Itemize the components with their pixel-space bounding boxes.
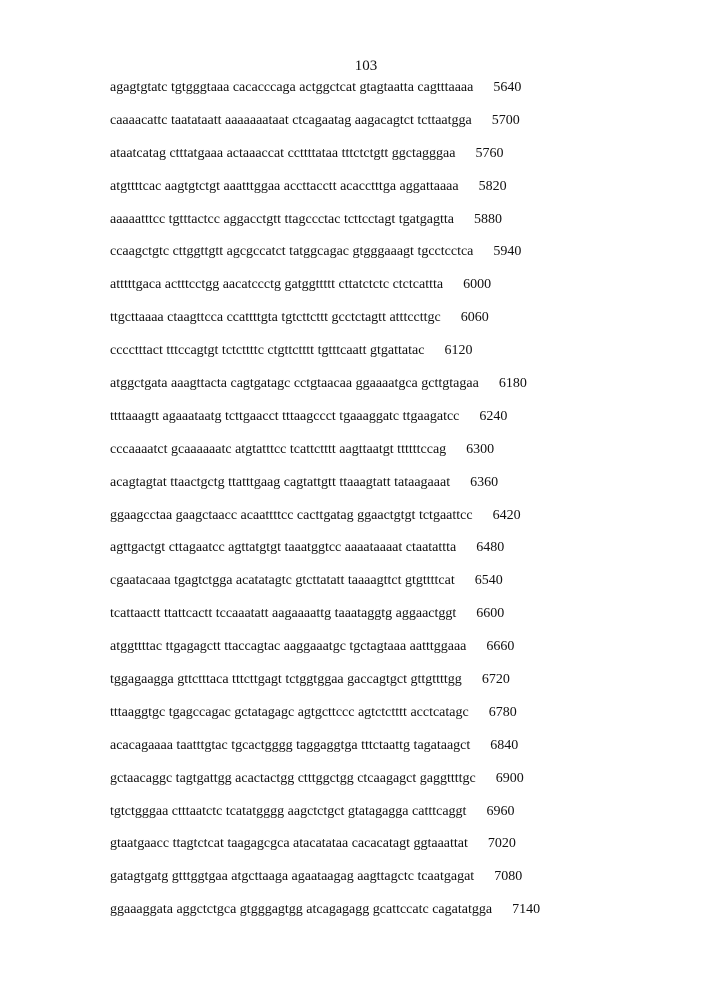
sequence-listing bbox=[110, 78, 540, 933]
sequence-line bbox=[110, 637, 540, 670]
sequence-text: tttaaggtgc tgagccagac gctatagagc agtgcttccc agtctctttt acctcatagc bbox=[110, 705, 469, 720]
sequence-text: ataatcatag ctttatgaaa actaaaccat ccttttataa tttctctgtt ggctagggaa bbox=[110, 146, 456, 161]
sequence-text: cccctttact tttccagtgt tctcttttc ctgttctttt tgtttcaatt gtgattatac bbox=[110, 343, 424, 358]
sequence-line bbox=[110, 703, 540, 736]
sequence-position: 7020 bbox=[488, 836, 516, 851]
sequence-position: 6720 bbox=[482, 672, 510, 687]
sequence-line bbox=[110, 538, 540, 571]
sequence-line bbox=[110, 604, 540, 637]
sequence-position: 6360 bbox=[470, 475, 498, 490]
sequence-text: cgaatacaaa tgagtctgga acatatagtc gtcttatatt taaaagttct gtgttttcat bbox=[110, 573, 455, 588]
sequence-text: agagtgtatc tgtgggtaaa cacacccaga actggctcat gtagtaatta cagtttaaaa bbox=[110, 80, 473, 95]
sequence-line bbox=[110, 834, 540, 867]
sequence-text: tggagaagga gttctttaca tttcttgagt tctggtggaa gaccagtgct gttgttttgg bbox=[110, 672, 462, 687]
sequence-line bbox=[110, 210, 540, 243]
sequence-line bbox=[110, 111, 540, 144]
sequence-position: 6900 bbox=[496, 771, 524, 786]
sequence-position: 6180 bbox=[499, 376, 527, 391]
page-number: 103 bbox=[0, 58, 718, 75]
sequence-line bbox=[110, 506, 540, 539]
sequence-position: 5700 bbox=[492, 113, 520, 128]
sequence-line bbox=[110, 867, 540, 900]
sequence-line bbox=[110, 571, 540, 604]
sequence-position: 6120 bbox=[444, 343, 472, 358]
sequence-text: ggaagcctaa gaagctaacc acaattttcc cacttgatag ggaactgtgt tctgaattcc bbox=[110, 508, 473, 523]
sequence-text: acacagaaaa taatttgtac tgcactgggg taggaggtga tttctaattg tagataagct bbox=[110, 738, 470, 753]
sequence-position: 6780 bbox=[489, 705, 517, 720]
sequence-text: gtaatgaacc ttagtctcat taagagcgca atacatataa cacacatagt ggtaaattat bbox=[110, 836, 468, 851]
sequence-line bbox=[110, 473, 540, 506]
sequence-text: agttgactgt cttagaatcc agttatgtgt taaatggtcc aaaataaaat ctaatattta bbox=[110, 540, 456, 555]
sequence-text: gatagtgatg gtttggtgaa atgcttaaga agaataagag aagttagctc tcaatgagat bbox=[110, 869, 474, 884]
sequence-line bbox=[110, 177, 540, 210]
sequence-line bbox=[110, 407, 540, 440]
sequence-position: 6960 bbox=[486, 804, 514, 819]
sequence-position: 6540 bbox=[475, 573, 503, 588]
sequence-line bbox=[110, 670, 540, 703]
sequence-line bbox=[110, 144, 540, 177]
sequence-text: atttttgaca actttcctgg aacatccctg gatggttttt cttatctctc ctctcattta bbox=[110, 277, 443, 292]
sequence-text: atggttttac ttgagagctt ttaccagtac aaggaaatgc tgctagtaaa aatttggaaa bbox=[110, 639, 466, 654]
sequence-position: 6600 bbox=[476, 606, 504, 621]
sequence-position: 6240 bbox=[479, 409, 507, 424]
sequence-text: tcattaactt ttattcactt tccaaatatt aagaaaattg taaataggtg aggaactggt bbox=[110, 606, 456, 621]
sequence-line bbox=[110, 78, 540, 111]
sequence-text: caaaacattc taatataatt aaaaaaataat ctcagaatag aagacagtct tcttaatgga bbox=[110, 113, 472, 128]
sequence-position: 6060 bbox=[461, 310, 489, 325]
sequence-text: ttttaaagtt agaaataatg tcttgaacct tttaagccct tgaaaggatc ttgaagatcc bbox=[110, 409, 459, 424]
sequence-line bbox=[110, 802, 540, 835]
sequence-position: 7080 bbox=[494, 869, 522, 884]
sequence-line bbox=[110, 440, 540, 473]
sequence-text: aaaaatttcc tgtttactcc aggacctgtt ttagccctac tcttcctagt tgatgagtta bbox=[110, 212, 454, 227]
sequence-text: gctaacaggc tagtgattgg acactactgg ctttggctgg ctcaagagct gaggttttgc bbox=[110, 771, 476, 786]
sequence-line bbox=[110, 242, 540, 275]
sequence-text: atgttttcac aagtgtctgt aaatttggaa accttacctt acacctttga aggattaaaa bbox=[110, 179, 459, 194]
sequence-position: 5640 bbox=[493, 80, 521, 95]
sequence-line bbox=[110, 275, 540, 308]
sequence-line bbox=[110, 374, 540, 407]
sequence-position: 5880 bbox=[474, 212, 502, 227]
sequence-line bbox=[110, 308, 540, 341]
sequence-text: ccaagctgtc cttggttgtt agcgccatct tatggcagac gtgggaaagt tgcctcctca bbox=[110, 244, 473, 259]
sequence-position: 5940 bbox=[493, 244, 521, 259]
sequence-position: 6480 bbox=[476, 540, 504, 555]
sequence-line bbox=[110, 900, 540, 933]
sequence-position: 6300 bbox=[466, 442, 494, 457]
sequence-text: cccaaaatct gcaaaaaatc atgtatttcc tcattctttt aagttaatgt ttttttccag bbox=[110, 442, 446, 457]
sequence-text: ggaaaggata aggctctgca gtgggagtgg atcagagagg gcattccatc cagatatgga bbox=[110, 902, 492, 917]
sequence-line bbox=[110, 341, 540, 374]
sequence-position: 6420 bbox=[493, 508, 521, 523]
sequence-position: 5820 bbox=[479, 179, 507, 194]
sequence-text: acagtagtat ttaactgctg ttatttgaag cagtattgtt ttaaagtatt tataagaaat bbox=[110, 475, 450, 490]
sequence-text: ttgcttaaaa ctaagttcca ccattttgta tgtcttcttt gcctctagtt atttccttgc bbox=[110, 310, 441, 325]
sequence-line bbox=[110, 736, 540, 769]
sequence-line bbox=[110, 769, 540, 802]
sequence-position: 5760 bbox=[476, 146, 504, 161]
sequence-position: 6660 bbox=[486, 639, 514, 654]
sequence-text: atggctgata aaagttacta cagtgatagc cctgtaacaa ggaaaatgca gcttgtagaa bbox=[110, 376, 479, 391]
sequence-position: 6000 bbox=[463, 277, 491, 292]
sequence-position: 6840 bbox=[490, 738, 518, 753]
sequence-position: 7140 bbox=[512, 902, 540, 917]
sequence-text: tgtctgggaa ctttaatctc tcatatgggg aagctctgct gtatagagga catttcaggt bbox=[110, 804, 466, 819]
